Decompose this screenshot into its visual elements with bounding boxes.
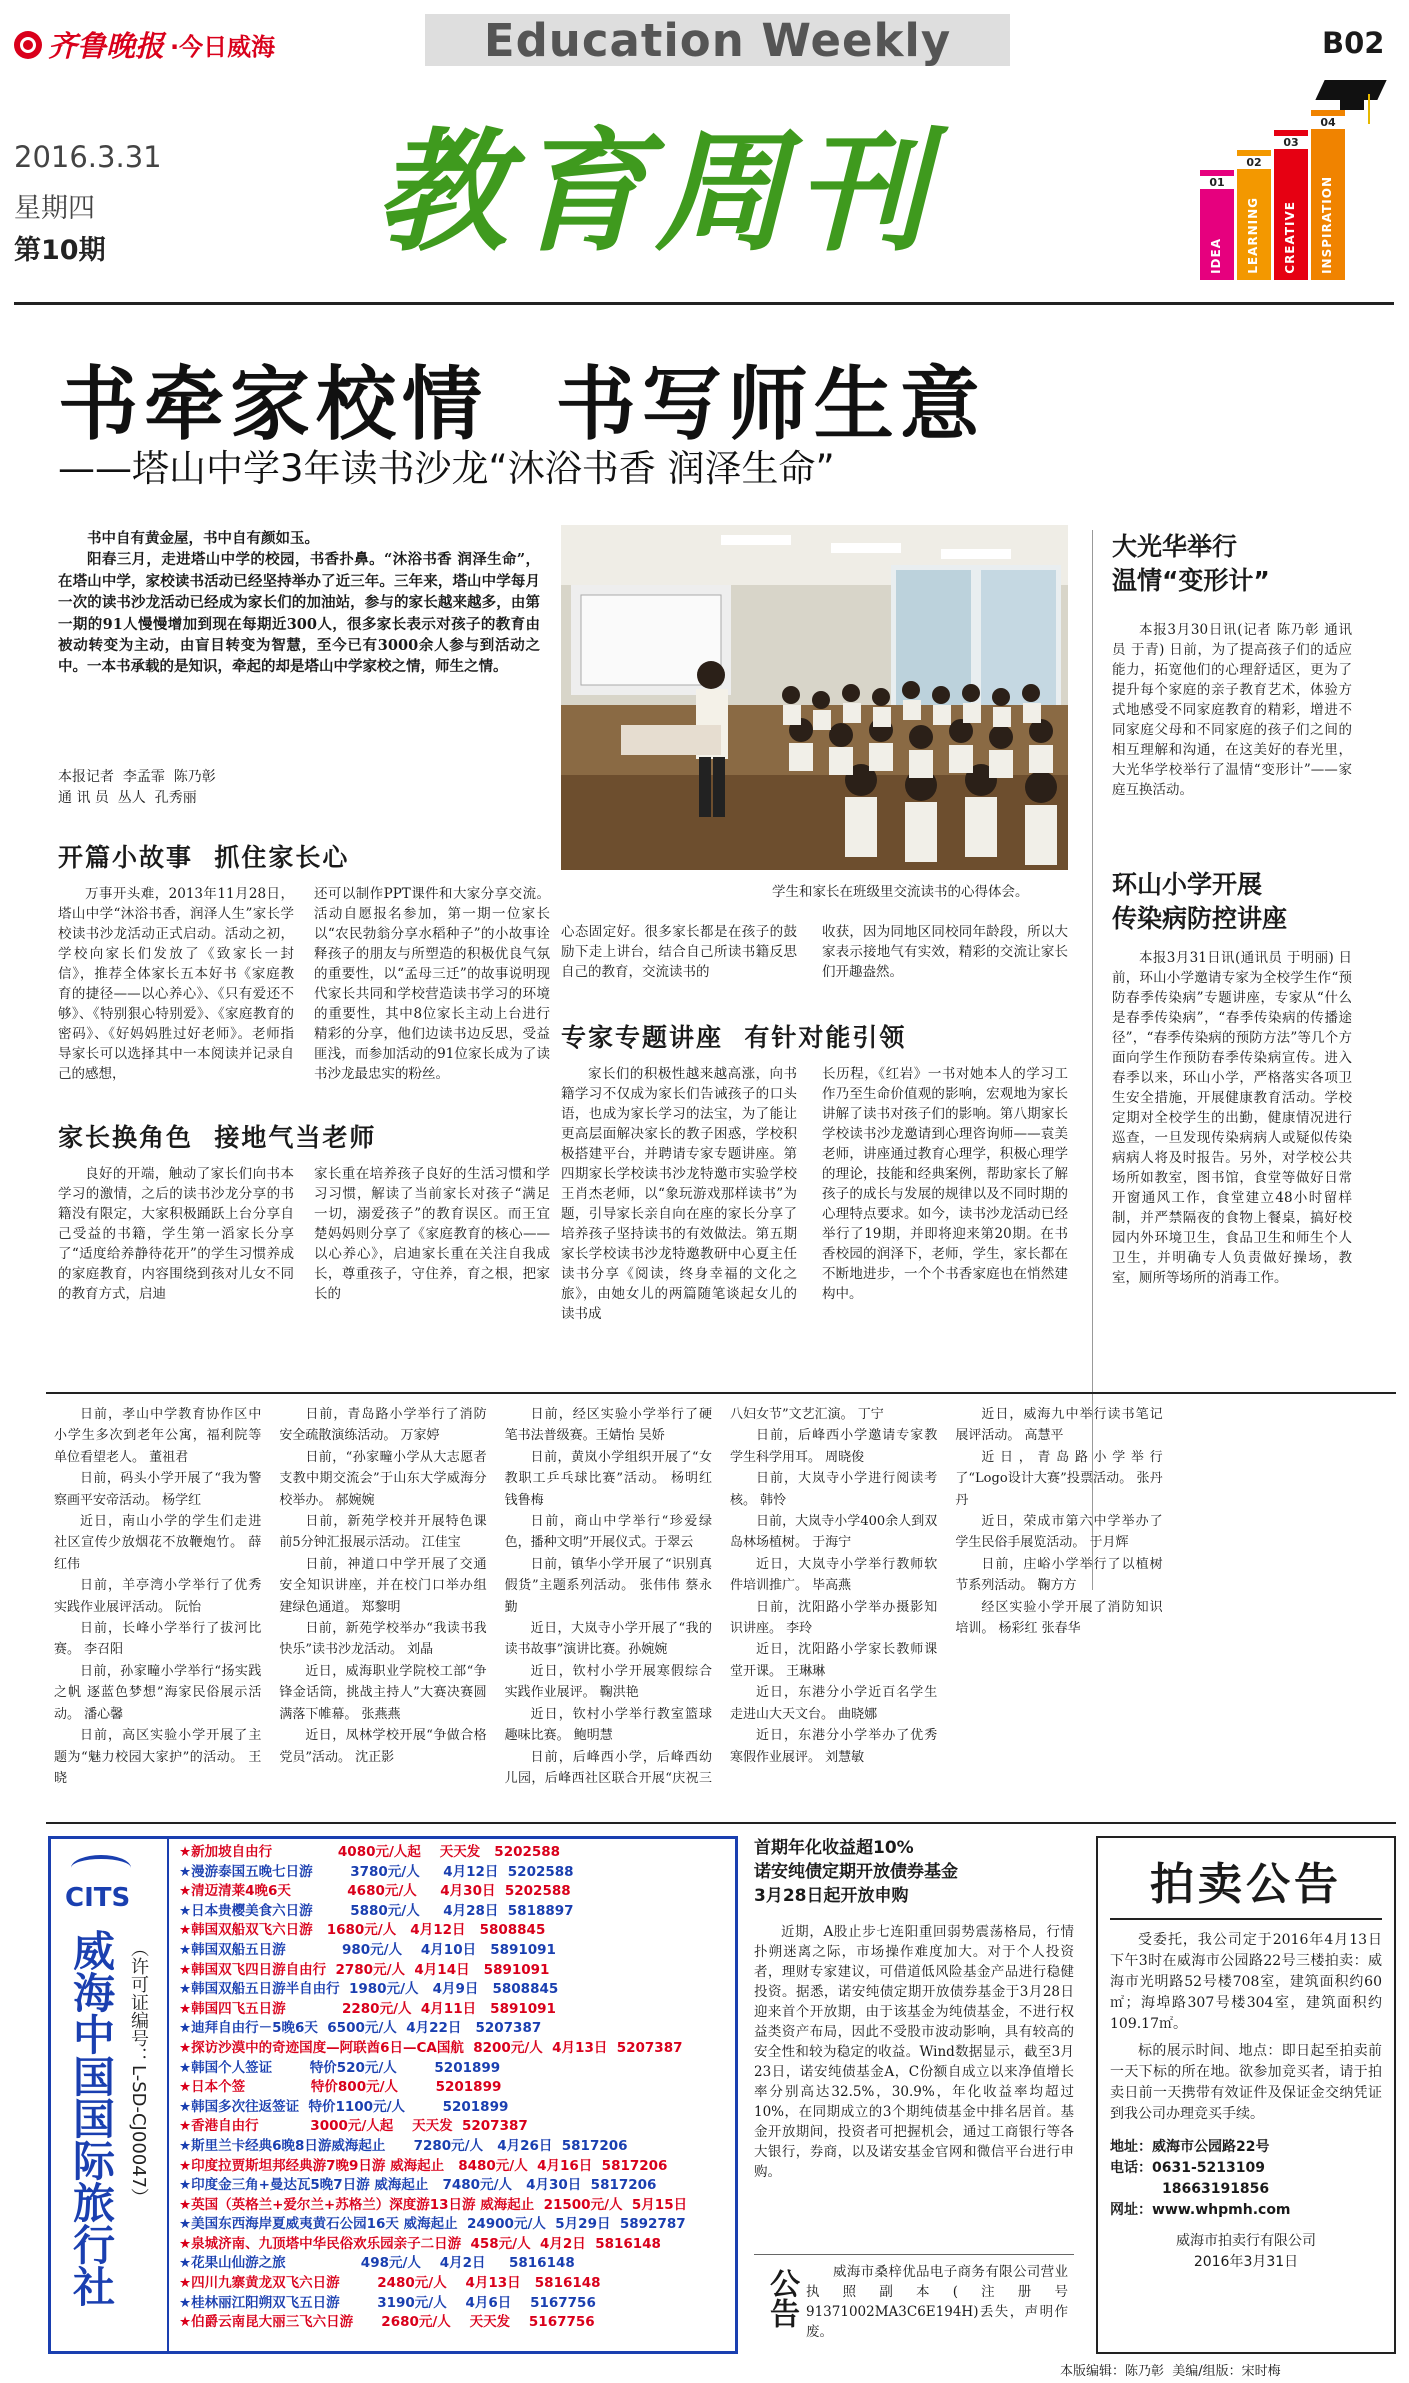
travel-ad bbox=[48, 1836, 738, 2354]
section-title: 家长换角色 接地气当老师 bbox=[58, 1123, 377, 1152]
news-brief-item: 日前，后峰西小学，后峰西幼儿园，后峰西社区联合开展“庆祝三八妇女节”文艺汇演。 丁宁 bbox=[504, 1407, 884, 1786]
brand-name: 齐鲁晚报 bbox=[48, 29, 165, 63]
book-number: 02 bbox=[1237, 156, 1271, 169]
section-paragraph: 万事开头难，2013年11月28日，塔山中学“沐浴书香，润泽人生”家长学校读书沙龙活动正式启动。活动之初，学校向家长们发放了《致家长一封信》，推荐全体家长五本好书《家庭教育的捷径——以心养心》、《只有爱还不够》、《特别狠心特别爱》、《家庭教育的密码》、《好妈妈胜过好老师》。老师指导家长可以选择其中一本阅读并记录自己的感想， bbox=[58, 886, 294, 1082]
section-paragraph: 心态固定好。很多家长都是在孩子的鼓励下走上讲台，结合自己所读书籍反思自己的教育，交流读书的 bbox=[561, 924, 797, 980]
travel-license: （许可证编号：L-SD-CJ00047） bbox=[128, 1939, 149, 2207]
news-brief-item: 日前，新苑学校并开展特色课前5分钟汇报展示活动。 江佳宝 bbox=[279, 1514, 487, 1551]
news-brief-item: 近日，荣成市第六中学举办了学生民俗手展览活动。 于月辉 bbox=[955, 1514, 1163, 1551]
section-column bbox=[58, 884, 294, 1084]
photo-caption: 学生和家长在班级里交流读书的心得体会。 bbox=[772, 884, 1029, 900]
byline-correspondents: 通 讯 员 丛人 孔秀丽 bbox=[58, 790, 197, 806]
section-paragraph: 家长们的积极性越来越高涨，向书籍学习不仅成为家长们告诫孩子的口头语，也成为家长学习的法宝，为了能让更高层面解决家长的教子困惑，学校积极搭建平台，并聘请专家专题讲座。第四期家长学校读书沙龙特邀市实验学校王肖杰老师，以“象玩游戏那样读书”为题，引导家长亲自向在座的家长分享了培养孩子坚持读书的有效做法。第五期家长学校读书沙龙特邀教研中心夏主任读书分享《阅读，终身幸福的文化之旅》，由她女儿的两篇随笔谈起女儿的读书成 bbox=[561, 1066, 797, 1322]
news-brief-item: 日前，高区实验小学开展了主题为“魅力校园大家护”的活动。 王晓 bbox=[54, 1728, 262, 1786]
news-brief-item: 近日，威海职业学院校工部“争锋金话筒，挑战主持人”大赛决赛圆满落下帷幕。 张燕燕 bbox=[279, 1663, 487, 1722]
section-column bbox=[58, 1164, 294, 1304]
fund-title: 首期年化收益超10% bbox=[754, 1838, 914, 1858]
travel-routes bbox=[179, 1843, 734, 2333]
book-spine bbox=[1237, 150, 1271, 280]
notice-divider bbox=[754, 2254, 1074, 2255]
section-column bbox=[314, 1164, 550, 1304]
fund-body: 近期，A股止步七连阳重回弱势震荡格局，行情扑朔迷离之际，市场操作难度加大。对于个人投资者，理财专家建议，可借道低风险基金产品进行稳健投资。据悉，诺安纯债定期开放债券基金于3月28日迎来首个开放期，由于该基金为纯债基金，不进行权益类资产布局，因此不受股市波动影响，具有较高的安全性和较为稳定的收益。Wind数据显示，截至3月23日，诺安纯债基金A，C份额自成立以来净值增长率分别高达32.5%，30.9%，年化收益率均超过10%，在同期成立的3个期纯债基金中排名居首。基金开放期间，投资者可把握机会，通过工商银行等各大银行，券商，以及诺安基金官网和微信平台进行申购。 bbox=[754, 1924, 1074, 2180]
cits-logo: CITS bbox=[65, 1883, 131, 1913]
news-brief-item: 近日，大岚寺小学举行教师软件培训推广。 毕高燕 bbox=[729, 1556, 938, 1594]
travel-route: ★桂林丽江阳朔双飞五日游 3190元/人 4月6日 5167756 bbox=[179, 2294, 596, 2311]
issue-date: 2016.3.31 bbox=[14, 140, 162, 174]
notice-body bbox=[806, 2262, 1068, 2342]
book-number: 04 bbox=[1311, 116, 1345, 129]
travel-route: ★韩国四飞五日游 2280元/人 4月11日 5891091 bbox=[179, 2000, 556, 2017]
news-brief-item: 日前，神道口中学开展了交通安全知识讲座，并在校门口举办组建绿色通道。 郑黎明 bbox=[279, 1556, 487, 1615]
book-word: CREATIVE bbox=[1283, 201, 1297, 274]
travel-route: ★印度金三角+曼达瓦5晚7日游 威海起止 7480元/人 4月30日 5817206 bbox=[179, 2177, 657, 2194]
news-brief-item: 近日，沈阳路小学家长教师课堂开课。 王琳琳 bbox=[729, 1642, 938, 1679]
travel-route: ★四川九寨黄龙双飞六日游 2480元/人 4月13日 5816148 bbox=[179, 2275, 601, 2292]
travel-route: ★斯里兰卡经典6晚8日游威海起止 7280元/人 4月26日 5817206 bbox=[179, 2137, 628, 2154]
travel-route: ★花果山仙游之旅 498元/人 4月2日 5816148 bbox=[179, 2255, 575, 2272]
news-brief-item: 近日，青岛路小学举行了“Logo设计大赛”投票活动。 张丹丹 bbox=[955, 1449, 1163, 1508]
section-column bbox=[561, 922, 797, 982]
travel-route: ★韩国双船双飞六日游 1680元/人 4月12日 5808845 bbox=[179, 1922, 546, 1939]
book-word: LEARNING bbox=[1246, 197, 1260, 274]
book-spine bbox=[1200, 170, 1234, 280]
sidebar-title-line: 温情“变形计” bbox=[1112, 566, 1270, 595]
news-brief-item: 近日，威海九中举行读书笔记展评活动。 高慧平 bbox=[955, 1407, 1163, 1444]
page-footer: 本版编辑：陈乃彰 美编/组版：宋时梅 bbox=[1060, 2364, 1281, 2379]
section-paragraph: 长历程，《红岩》一书对她本人的学习工作乃至生命价值观的影响，宏观地为家长讲解了读书对孩子们的影响。第八期家长学校读书沙龙邀请到心理咨询师——袁美老师，讲座通过教育心理学，积极心理学的理论，技能和经典案例，帮助家长了解孩子的成长与发展的规律以及不同时期的心理特点要求。如今，读书沙龙活动已经举行了19期，并即将迎来第20期。在书香校园的润泽下，老师，学生，家长都在不断地进步，一个个书香家庭也在悄然建构中。 bbox=[822, 1066, 1068, 1302]
travel-route: ★美国东西海岸夏威夷黄石公园16天 威海起止 24900元/人 5月29日 5892787 bbox=[179, 2216, 686, 2233]
classroom-photo bbox=[561, 525, 1068, 870]
travel-route: ★韩国双船五日游半自由行 1980元/人 4月9日 5808845 bbox=[179, 1981, 559, 1998]
travel-route: ★新加坡自由行 4080元/人起 天天发 5202588 bbox=[179, 1844, 561, 1860]
news-brief-item: 日前，沈阳路小学举办摄影知识讲座。 李玲 bbox=[729, 1599, 938, 1637]
news-brief-item: 近日，大岚寺小学开展了“我的读书故事”演讲比赛。孙婉婉 bbox=[504, 1621, 712, 1658]
news-brief-item: 日前，商山中学举行“珍爱绿色，播种文明”开展仪式。于翠云 bbox=[504, 1514, 712, 1551]
news-brief-item: 日前，大岚寺小学进行阅读考核。 韩怜 bbox=[729, 1471, 938, 1508]
byline-reporters: 本报记者 李孟霏 陈乃彰 bbox=[58, 769, 216, 785]
sidebar-title-line: 环山小学开展 bbox=[1112, 870, 1263, 899]
section-title: 开篇小故事 抓住家长心 bbox=[58, 843, 350, 872]
news-brief-item: 日前，黄岚小学组织开展了“女教职工乒乓球比赛”活动。 杨明红 钱鲁梅 bbox=[504, 1449, 712, 1508]
news-brief-item: 日前，镇华小学开展了“识别真假货”主题系列活动。 张伟伟 蔡永勤 bbox=[504, 1556, 712, 1615]
news-brief-item: 日前，青岛路小学举行了消防安全疏散演练活动。 万家婷 bbox=[279, 1407, 487, 1444]
section-column bbox=[314, 884, 550, 1084]
sidebar-title-line: 大光华举行 bbox=[1112, 532, 1238, 561]
news-brief-item: 日前，孝山中学教育协作区中小学生多次到老年公寓，福利院等单位看望老人。 董祖君 bbox=[54, 1407, 262, 1465]
ads-top-divider bbox=[46, 1822, 1396, 1824]
auction-date: 2016年3月31日 bbox=[1193, 2254, 1299, 2270]
book-number: 01 bbox=[1200, 176, 1234, 189]
book-spine bbox=[1274, 130, 1308, 280]
brand-logo-icon bbox=[14, 31, 42, 59]
sidebar-title-line: 传染病防控讲座 bbox=[1112, 904, 1288, 933]
travel-route: ★韩国双船五日游 980元/人 4月10日 5891091 bbox=[179, 1941, 556, 1958]
sidebar-paragraph: 本报3月30日讯(记者 陈乃彰 通讯员 于青) 日前，为了提高孩子们的适应能力，拓宽他们的心理舒适区，更为了提升每个家庭的亲子教育艺术，体验方式地感受不同家庭教育的精彩，增进不同家庭父母和不同家庭的孩子们之间的相互理解和沟通，在这美好的春光里，大光华学校举行了温情“变形计”——家庭互换活动。 bbox=[1112, 622, 1352, 798]
notice-text: 威海市桑梓优品电子商务有限公司营业执照副本(注册号91371002MA3C6E194H)丢失，声明作废。 bbox=[806, 2264, 1068, 2340]
travel-route: ★迪拜自由行－5晚6天 6500元/人 4月22日 5207387 bbox=[179, 2020, 542, 2037]
sidebar-story-title bbox=[1112, 530, 1270, 598]
edition-name: ·今日威海 bbox=[170, 33, 276, 61]
travel-route: ★伯爵云南昆大丽三飞六日游 2680元/人 天天发 5167756 bbox=[179, 2314, 595, 2331]
travel-route: ★日本贵樱美食六日游 5880元/人 4月28日 5818897 bbox=[179, 1902, 574, 1919]
news-brief-item: 近日，凤林学校开展“争做合格党员”活动。 沈正影 bbox=[279, 1728, 487, 1765]
news-brief-item: 日前，“孙家疃小学从大志愿者支教中期交流会”于山东大学威海分校举办。 郝婉婉 bbox=[279, 1449, 487, 1508]
news-brief-item: 日前，庄峪小学举行了以植树节系列活动。 鞠方方 bbox=[955, 1556, 1163, 1594]
lead-text bbox=[58, 528, 540, 678]
news-brief-item: 日前，羊亭湾小学举行了优秀实践作业展评活动。 阮怡 bbox=[54, 1578, 262, 1615]
news-brief-item: 近日，东港分小学举办了优秀寒假作业展评。 刘慧敏 bbox=[729, 1728, 938, 1765]
section-paragraph: 还可以制作PPT课件和大家分享交流。活动自愿报名参加，第一期一位家长以“农民勃翁分享水稻种子”的小故事诠释孩子的朋友与所塑造的积极优良气氛的重要性，以“孟母三迁”的故事说明现代家长共同和学校营造读书学习的环境的重要性，其中8位家长主动上台进行精彩的分享，他们边读书边反思，受益匪浅，而参加活动的91位家长成为了读书沙龙最忠实的粉丝。 bbox=[314, 886, 550, 1082]
logo-title: 教育周刊 bbox=[375, 115, 935, 270]
lead-paragraph: 阳春三月，走进塔山中学的校园，书香扑鼻。“沐浴书香 润泽生命”，在塔山中学，家校读书活动已经坚持举办了近三年。三年来，塔山中学每月一次的读书沙龙活动已经成为家长们的加油站，参与的家长越来越多，由第一期的91人慢慢增加到现在每期近300人，很多家长表示对孩子的教育由被动转变为主动，由盲目转变为智慧，至今已有3000余人参与到活动之中。一本书承载的是知识，牵起的却是塔山中学家校之情，师生之情。 bbox=[58, 551, 540, 676]
auction-notice bbox=[1096, 1836, 1396, 2354]
section-column bbox=[561, 1064, 797, 1324]
news-brief-item: 日前，孙家疃小学举行“扬实践之帆 逐蓝色梦想”海家民俗展示活动。 潘心馨 bbox=[54, 1663, 262, 1722]
travel-route: ★印度拉贾斯坦邦经典游7晚9日游 威海起止 8480元/人 4月16日 5817206 bbox=[179, 2157, 668, 2174]
auction-website: 网址：www.whpmh.com bbox=[1110, 2202, 1291, 2218]
book-spine bbox=[1311, 110, 1345, 280]
news-briefs bbox=[54, 1404, 1388, 1808]
travel-route: ★探访沙漠中的奇迹国度—阿联酋6日—CA国航 8200元/人 4月13日 5207387 bbox=[179, 2039, 683, 2056]
news-brief-item: 日前，经区实验小学举行了硬笔书法普级赛。王婧怡 吴娇 bbox=[504, 1407, 712, 1444]
section-paragraph: 良好的开端，触动了家长们向书本学习的激情，之后的读书沙龙分享的书籍没有限定，大家积极踊跃上台分享自己受益的书籍，学生第一滔家长分享了“适度给养静待花开”的学生习惯养成的家庭教育，内容围绕到孩对儿女不同的教育方式，启迪 bbox=[58, 1166, 294, 1302]
classroom-photo-image bbox=[561, 525, 1068, 870]
page-number: B02 bbox=[1322, 26, 1385, 60]
sidebar-story-body bbox=[1112, 620, 1352, 800]
news-brief-item: 日前，码头小学开展了“我为警察画平安帝活动。 杨学红 bbox=[54, 1471, 262, 1508]
cits-logo-icon bbox=[71, 1855, 131, 1881]
section-column bbox=[822, 1064, 1068, 1304]
book-number: 03 bbox=[1274, 136, 1308, 149]
news-brief-item: 近日，钦村小学开展寒假综合实践作业展评。 鞠洪艳 bbox=[504, 1663, 712, 1701]
issue-number: 第10期 bbox=[14, 235, 106, 266]
fund-title: 3月28日起开放申购 bbox=[754, 1886, 909, 1906]
news-brief-item: 日前，后峰西小学邀请专家教学生科学用耳。 周晓俊 bbox=[729, 1428, 938, 1465]
sidebar-story-title bbox=[1112, 868, 1287, 936]
lead-paragraph: 书中自有黄金屋，书中自有颜如玉。 bbox=[87, 530, 319, 547]
travel-route: ★韩国双飞四日游自由行 2780元/人 4月14日 5891091 bbox=[179, 1961, 550, 1978]
auction-phone: 电话：0631-5213109 bbox=[1110, 2160, 1265, 2176]
section-paragraph: 家长重在培养孩子良好的生活习惯和学习习惯，解读了当前家长对孩子“满足一切，溺爱孩子”的教育误区。而王宜楚妈妈则分享了《家庭教育的核心——以心养心》，启迪家长重在关注自我成长，尊重孩子，守住养，育之根，把家长的 bbox=[314, 1166, 550, 1302]
subheadline: ——塔山中学3年读书沙龙“沐浴书香 润泽生命” bbox=[58, 447, 835, 490]
news-brief-item: 近日，东港分小学近百名学生走进山大天文台。 曲晓娜 bbox=[729, 1685, 938, 1722]
fund-title: 诺安纯债定期开放债券基金 bbox=[754, 1862, 958, 1882]
weekly-banner bbox=[425, 14, 1010, 66]
auction-exhibit: 标的展示时间、地点：即日起至拍卖前一天下标的所在地。欲参加竞买者，请于拍卖日前一天携带有效证件及保证金交纳凭证到我公司办理竞买手续。 bbox=[1110, 2043, 1382, 2122]
sidebar-paragraph: 本报3月31日讯(通讯员 于明丽) 日前，环山小学邀请专家为全校学生作“预防春季传染病”专题讲座，专家从“什么是春季传染病”，“春季传染病的传播途径”，“春季传染病的预防方法”等几个方面向学生作预防春季传染病宣传。进入春季以来，环山小学，严格落实各项卫生安全措施，开展健康教育活动。学校定期对全校学生的出勤，健康情况进行巡查，一旦发现传染病病人或疑似传染病病人将及时报告。另外，对学校公共场所如教室，图书馆，食堂等做好日常开窗通风工作，食堂建立48小时留样制，并严禁隔夜的食物上餐桌，搞好校园内外环境卫生，食品卫生和师生个人卫生，并明确专人负责做好操场，教室，厕所等场所的消毒工作。 bbox=[1112, 950, 1352, 1286]
book-word: IDEA bbox=[1209, 238, 1223, 274]
section-title: 专家专题讲座 有针对能引领 bbox=[561, 1023, 907, 1052]
travel-route: ★清迈清莱4晚6天 4680元/人 4月30日 5202588 bbox=[179, 1883, 571, 1900]
masthead-divider bbox=[14, 302, 1394, 305]
travel-ad-sidebar bbox=[51, 1839, 169, 2351]
travel-agency-name: 威海中国国际旅行社 bbox=[67, 1929, 116, 2307]
travel-route: ★日本个签 特价800元/人 5201899 bbox=[179, 2079, 502, 2096]
auction-address: 地址：威海市公园路22号 bbox=[1110, 2139, 1270, 2155]
auction-title: 拍卖公告 bbox=[1110, 1848, 1382, 1920]
auction-body: 受委托，我公司定于2016年4月13日下午3时在威海市公园路22号三楼拍卖：威海市光明路52号楼708室，建筑面积约60㎡；海埠路307号楼304室，建筑面积约109.17㎡。 bbox=[1110, 1932, 1382, 2032]
section-paragraph: 收获，因为同地区同校同年龄段，所以大家表示接地气有实效，精彩的交流让家长们开趣盎然。 bbox=[822, 924, 1068, 980]
section-column bbox=[822, 922, 1068, 982]
travel-route: ★泉城济南、九顶塔中华民俗欢乐园亲子二日游 458元/人 4月2日 5816148 bbox=[179, 2235, 661, 2252]
sidebar-story-body bbox=[1112, 948, 1352, 1288]
fund-ad bbox=[754, 1836, 1074, 2182]
travel-route: ★漫游泰国五晚七日游 3780元/人 4月12日 5202588 bbox=[179, 1863, 574, 1880]
travel-route: ★香港自由行 3000元/人起 天天发 5207387 bbox=[179, 2118, 528, 2135]
news-brief-item: 近日，南山小学的学生们走进社区宣传少放烟花不放鞭炮竹。 薛红伟 bbox=[54, 1514, 262, 1572]
news-brief-item: 日前，大岚寺小学400余人到双岛林场植树。 于海宁 bbox=[729, 1514, 938, 1551]
newspaper-brand bbox=[14, 24, 275, 65]
news-brief-item: 日前，新苑学校举办“我读书我快乐”读书沙龙活动。 刘晶 bbox=[279, 1621, 487, 1658]
travel-route: ★韩国多次往返签证 特价1100元/人 5201899 bbox=[179, 2098, 509, 2115]
books-illustration bbox=[1200, 80, 1390, 280]
news-brief-item: 近日，钦村小学举行教室篮球趣味比赛。 鲍明慧 bbox=[504, 1706, 712, 1744]
weekly-title: Education Weekly bbox=[483, 13, 952, 67]
travel-route: ★英国（英格兰+爱尔兰+苏格兰）深度游13日游 威海起止 21500元/人 5月15日 bbox=[179, 2196, 688, 2213]
auction-company: 威海市拍卖行有限公司 bbox=[1176, 2233, 1316, 2249]
auction-phone2: 18663191856 bbox=[1162, 2181, 1270, 2197]
notice-label: 公告 bbox=[764, 2268, 799, 2328]
news-brief-item: 经区实验小学开展了消防知识培训。 杨彩红 张春华 bbox=[955, 1599, 1163, 1637]
briefs-top-divider bbox=[46, 1392, 1396, 1394]
travel-route: ★韩国个人签证 特价520元/人 5201899 bbox=[179, 2059, 501, 2076]
news-brief-item: 日前，长峰小学举行了拔河比赛。 李召阳 bbox=[54, 1621, 262, 1658]
book-word: INSPIRATION bbox=[1320, 176, 1334, 274]
issue-weekday: 星期四 bbox=[14, 193, 95, 224]
headline: 书牵家校情 书写师生意 bbox=[58, 358, 986, 451]
